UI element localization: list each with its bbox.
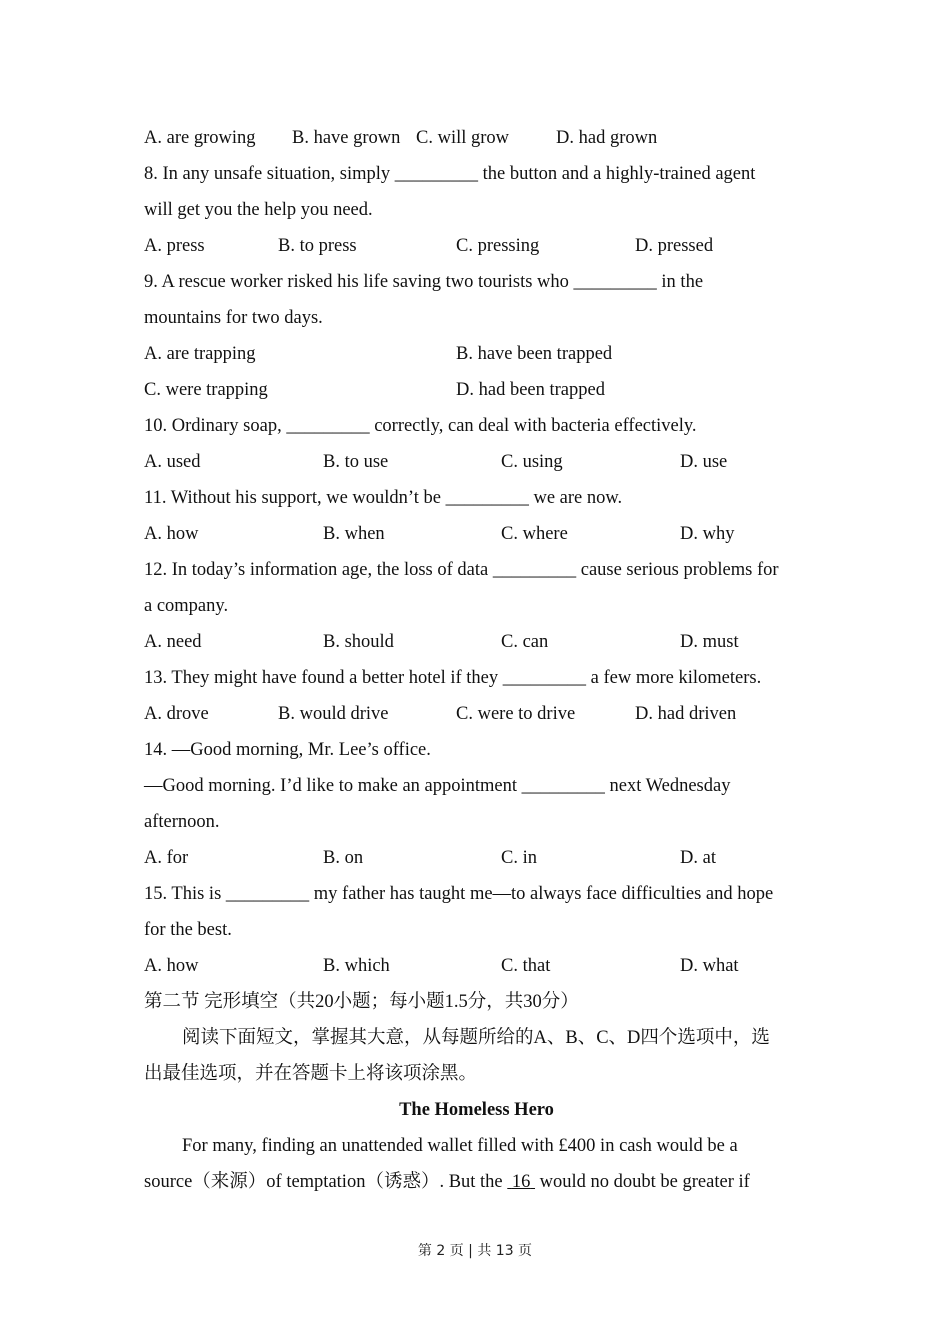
q15-option-a: A. how <box>144 956 199 976</box>
passage-line2-start: source（来源）of temptation（诱惑）. But the <box>144 1172 508 1192</box>
q10-stem-line1: 10. Ordinary soap, _________ correctly, can deal with bacteria effectively. <box>144 416 697 436</box>
q14-stem-line2: —Good morning. I’d like to make an appointment _________ next Wednesday <box>144 776 731 796</box>
q10-option-c: C. using <box>501 452 563 472</box>
q13-option-a: A. drove <box>144 704 209 724</box>
q10-option-d: D. use <box>680 452 728 472</box>
q8-stem-line1: 8. In any unsafe situation, simply _________ the button and a highly-trained agent <box>144 164 756 184</box>
q7-options <box>144 120 809 156</box>
q10-options <box>144 444 809 480</box>
q8-option-d: D. pressed <box>635 236 714 256</box>
q11-option-c: C. where <box>501 524 568 544</box>
q14-option-b: B. on <box>323 848 364 868</box>
q9-option-c: C. were trapping <box>144 380 268 400</box>
q15-option-d: D. what <box>680 956 739 976</box>
q11-option-d: D. why <box>680 524 735 544</box>
blank-16-number: 16 <box>511 1172 531 1192</box>
q9-stem-line1: 9. A rescue worker risked his life saving two tourists who _________ in the <box>144 272 704 292</box>
section2-heading: 第二节 完形填空（共20小题；每小题1.5分，共30分） <box>144 992 579 1012</box>
q12-option-c: C. can <box>501 632 549 652</box>
q15-stem-line1: 15. This is _________ my father has taught me—to always face difficulties and hope <box>144 884 774 904</box>
passage-line2-end: would no doubt be greater if <box>535 1172 750 1192</box>
q8-option-a: A. press <box>144 236 205 256</box>
q13-option-d: D. had driven <box>635 704 737 724</box>
q7-option-b: B. have grown <box>292 128 401 148</box>
q14-options <box>144 840 809 876</box>
passage-line2 <box>144 1164 809 1200</box>
q10-option-b: B. to use <box>323 452 389 472</box>
q7-option-a: A. are growing <box>144 128 256 148</box>
page-footer: 第 2 页 | 共 13 页 <box>417 1243 533 1259</box>
q13-option-b: B. would drive <box>278 704 389 724</box>
q12-option-b: B. should <box>323 632 394 652</box>
q8-option-b: B. to press <box>278 236 357 256</box>
q7-option-d: D. had grown <box>556 128 658 148</box>
q15-option-b: B. which <box>323 956 390 976</box>
q15-options <box>144 948 809 984</box>
q9-options-row1 <box>144 336 809 372</box>
q11-stem-line1: 11. Without his support, we wouldn’t be _________ we are now. <box>144 488 623 508</box>
q14-option-c: C. in <box>501 848 537 868</box>
q15-option-c: C. that <box>501 956 551 976</box>
q8-options <box>144 228 809 264</box>
q11-option-a: A. how <box>144 524 199 544</box>
q8-stem-line2: will get you the help you need. <box>144 200 373 220</box>
q11-options <box>144 516 809 552</box>
q12-option-d: D. must <box>680 632 739 652</box>
q14-stem-line1: 14. —Good morning, Mr. Lee’s office. <box>144 740 431 760</box>
q12-stem-line1: 12. In today’s information age, the loss of data _________ cause serious problems for <box>144 560 779 580</box>
passage-line1: For many, finding an unattended wallet filled with £400 in cash would be a <box>182 1136 738 1156</box>
q9-option-a: A. are trapping <box>144 344 256 364</box>
q9-option-d: D. had been trapped <box>456 380 605 400</box>
q15-stem-line2: for the best. <box>144 920 232 940</box>
q14-option-d: D. at <box>680 848 716 868</box>
page-content <box>144 120 809 1200</box>
section2-instructions-line1: 阅读下面短文，掌握其大意，从每题所给的A、B、C、D四个选项中，选 <box>182 1028 770 1048</box>
q14-stem-line3: afternoon. <box>144 812 220 832</box>
section2-instructions-line2: 出最佳选项，并在答题卡上将该项涂黑。 <box>144 1064 478 1084</box>
q13-option-c: C. were to drive <box>456 704 576 724</box>
q12-option-a: A. need <box>144 632 202 652</box>
q7-option-c: C. will grow <box>416 128 510 148</box>
blank-16 <box>507 1172 535 1192</box>
q14-option-a: A. for <box>144 848 189 868</box>
q13-options <box>144 696 809 732</box>
q9-options-row2 <box>144 372 809 408</box>
q12-stem-line2: a company. <box>144 596 229 616</box>
q9-option-b: B. have been trapped <box>456 344 613 364</box>
q12-options <box>144 624 809 660</box>
q11-option-b: B. when <box>323 524 385 544</box>
passage-title: The Homeless Hero <box>399 1100 554 1120</box>
q13-stem-line1: 13. They might have found a better hotel if they _________ a few more kilometers. <box>144 668 762 688</box>
q9-stem-line2: mountains for two days. <box>144 308 323 328</box>
q10-option-a: A. used <box>144 452 201 472</box>
q8-option-c: C. pressing <box>456 236 540 256</box>
